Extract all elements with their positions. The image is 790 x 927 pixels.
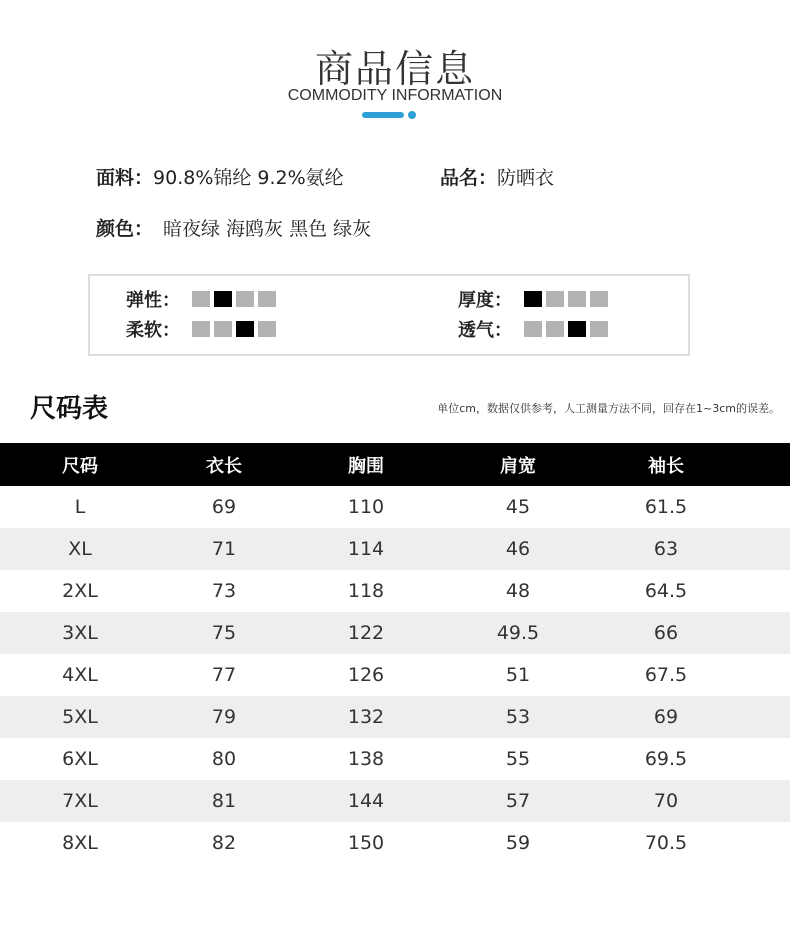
table-cell: XL (68, 538, 92, 560)
fabric-label: 面料： (96, 167, 154, 189)
table-cell: 122 (347, 622, 385, 644)
column-header: 胸围 (348, 455, 384, 477)
table-cell: 132 (347, 706, 385, 728)
table-row (0, 654, 790, 696)
table-cell: 61.5 (644, 496, 688, 518)
table-cell: 118 (347, 580, 385, 602)
page-title: 商品信息 (314, 47, 475, 91)
table-cell: 6XL (62, 748, 98, 770)
table-row (0, 822, 790, 864)
table-cell: 64.5 (644, 580, 688, 602)
attribute-label: 厚度： (458, 290, 512, 311)
table-cell: 67.5 (644, 664, 688, 686)
table-cell: 59 (505, 832, 531, 854)
column-header: 袖长 (648, 455, 684, 477)
product-name-info (440, 163, 554, 190)
table-cell: 80 (211, 748, 237, 770)
level-scale (192, 321, 280, 337)
table-body (0, 486, 790, 864)
table-cell: 55 (505, 748, 531, 770)
level-marker (590, 291, 608, 307)
table-cell: 3XL (62, 622, 98, 644)
table-cell: 69 (653, 706, 679, 728)
table-cell: 45 (505, 496, 531, 518)
table-cell: 2XL (62, 580, 98, 602)
table-cell: 73 (211, 580, 237, 602)
table-cell: 150 (347, 832, 385, 854)
table-cell: 138 (347, 748, 385, 770)
color-info (96, 214, 371, 241)
fabric-value: 90.8%锦纶 9.2%氨纶 (153, 167, 344, 189)
level-marker-active (236, 321, 254, 337)
attribute-label: 弹性： (126, 290, 180, 311)
title-underline-dot (408, 111, 416, 119)
level-marker (258, 291, 276, 307)
size-chart-note: 单位cm，数据仅供参考，人工测量方法不同，回存在1~3cm的误差。 (437, 402, 780, 415)
table-cell: 126 (347, 664, 385, 686)
attribute-softness (126, 318, 280, 340)
table-cell: 110 (347, 496, 385, 518)
level-marker (192, 321, 210, 337)
table-cell: 49.5 (496, 622, 540, 644)
table-header-row (0, 443, 790, 486)
level-marker (524, 321, 542, 337)
level-scale (524, 321, 612, 337)
color-label: 颜色： (96, 218, 154, 240)
attribute-thickness (458, 288, 612, 310)
table-cell: 57 (505, 790, 531, 812)
color-value: 暗夜绿 海鸥灰 黑色 绿灰 (163, 218, 372, 240)
table-cell: 4XL (62, 664, 98, 686)
table-cell: 75 (211, 622, 237, 644)
level-marker-active (524, 291, 542, 307)
level-marker (192, 291, 210, 307)
table-row (0, 612, 790, 654)
table-row (0, 570, 790, 612)
table-row (0, 528, 790, 570)
table-row (0, 738, 790, 780)
size-table (0, 443, 790, 864)
table-cell: 81 (211, 790, 237, 812)
table-cell: 82 (211, 832, 237, 854)
table-cell: 46 (505, 538, 531, 560)
table-cell: 79 (211, 706, 237, 728)
attribute-elasticity (126, 288, 280, 310)
table-cell: 5XL (62, 706, 98, 728)
table-cell: 53 (505, 706, 531, 728)
level-marker (214, 321, 232, 337)
level-marker (258, 321, 276, 337)
attribute-label: 柔软： (126, 320, 180, 341)
attribute-breathability (458, 318, 612, 340)
level-marker (590, 321, 608, 337)
table-cell: 69 (211, 496, 237, 518)
table-row (0, 696, 790, 738)
level-marker (546, 291, 564, 307)
level-marker-active (568, 321, 586, 337)
table-cell: 71 (211, 538, 237, 560)
table-cell: 63 (653, 538, 679, 560)
level-marker (546, 321, 564, 337)
level-scale (524, 291, 612, 307)
column-header: 衣长 (206, 455, 242, 477)
level-marker (236, 291, 254, 307)
level-marker-active (214, 291, 232, 307)
table-cell: 114 (347, 538, 385, 560)
table-cell: 51 (505, 664, 531, 686)
table-cell: 70.5 (644, 832, 688, 854)
table-cell: 8XL (62, 832, 98, 854)
table-row (0, 486, 790, 528)
column-header: 肩宽 (500, 455, 536, 477)
product-name-value: 防晒衣 (497, 167, 555, 189)
table-cell: 48 (505, 580, 531, 602)
table-cell: 69.5 (644, 748, 688, 770)
table-cell: 7XL (62, 790, 98, 812)
size-chart-title: 尺码表 (30, 394, 109, 424)
table-cell: L (74, 496, 86, 518)
table-row (0, 780, 790, 822)
page-subtitle: COMMODITY INFORMATION (287, 87, 503, 104)
table-cell: 144 (347, 790, 385, 812)
table-cell: 66 (653, 622, 679, 644)
attribute-box (88, 274, 690, 356)
table-cell: 70 (653, 790, 679, 812)
title-underline-bar (362, 112, 404, 118)
table-cell: 77 (211, 664, 237, 686)
attribute-label: 透气： (458, 320, 512, 341)
level-marker (568, 291, 586, 307)
fabric-info (96, 163, 344, 190)
level-scale (192, 291, 280, 307)
column-header: 尺码 (62, 455, 98, 477)
product-name-label: 品名： (440, 167, 498, 189)
